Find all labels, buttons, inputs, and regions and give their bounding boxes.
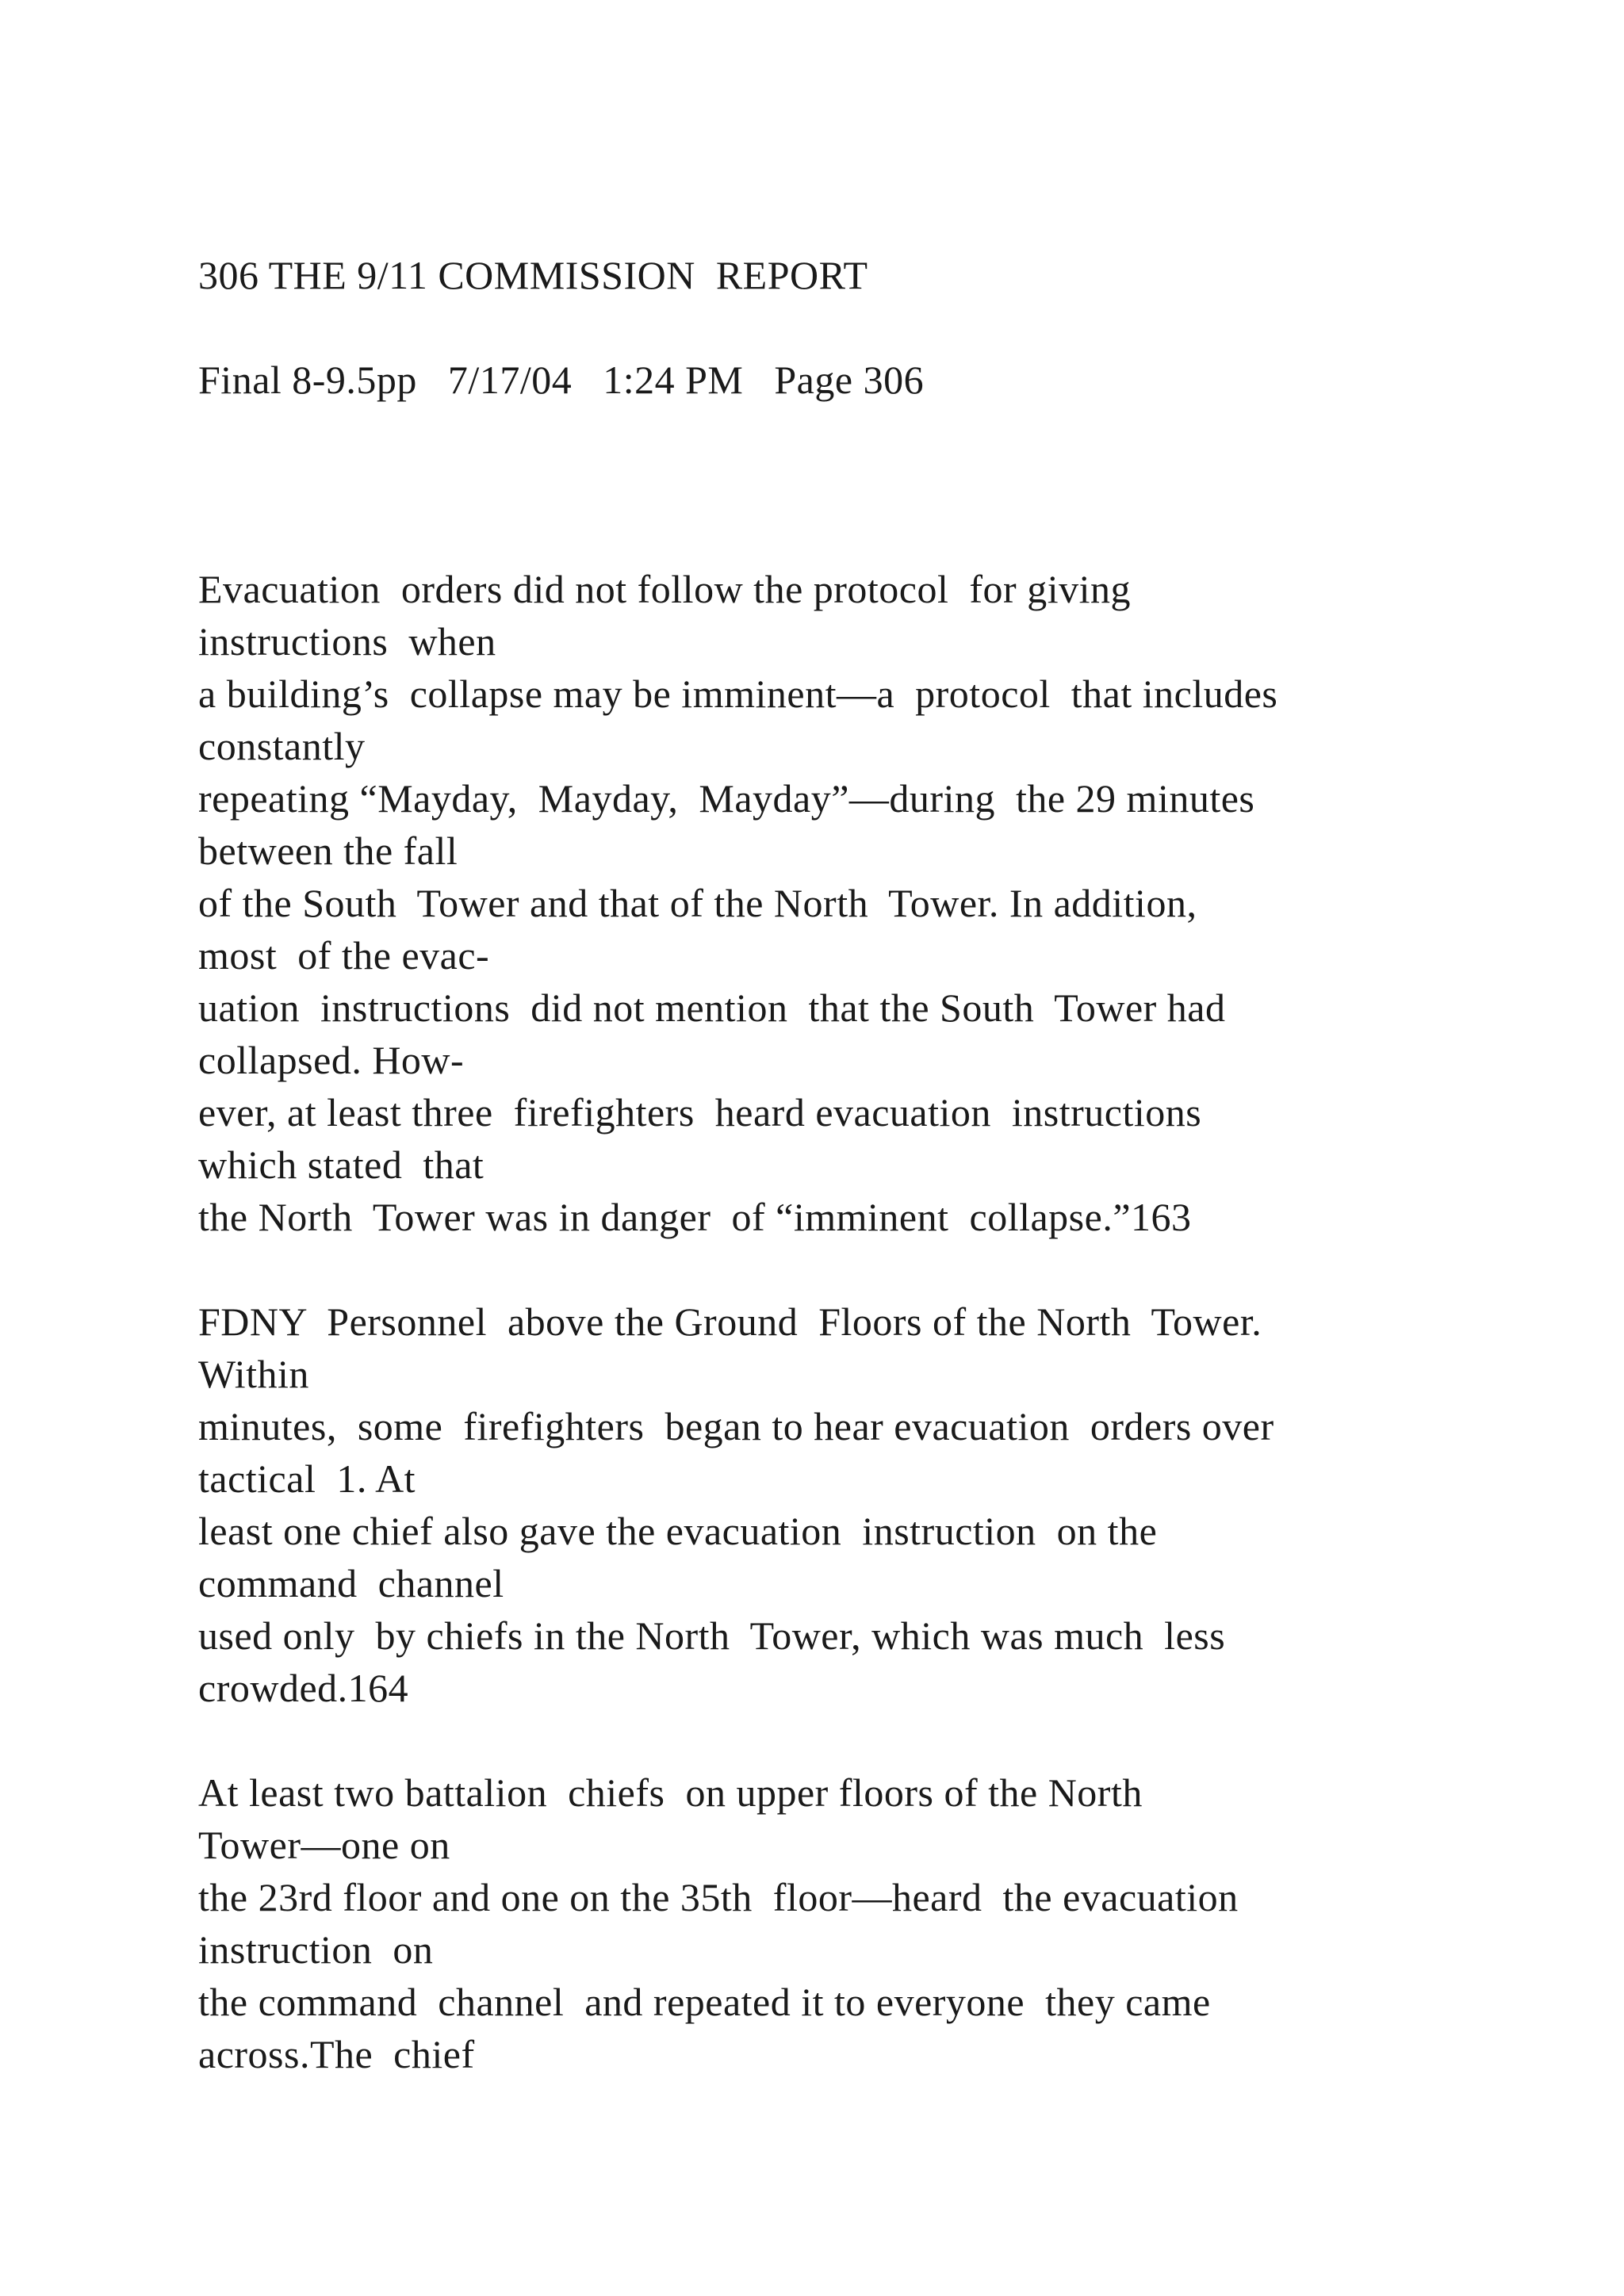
text-line: instruction on [198,1927,434,1972]
text-line: FDNY Personnel above the Ground Floors of the North Tower. [198,1299,1262,1344]
print-slug: Final 8-9.5pp 7/17/04 1:24 PM Page 306 [198,358,925,402]
text-line: minutes, some firefighters began to hear evacuation orders over [198,1404,1274,1448]
text-line: constantly [198,724,366,768]
text-line: Tower—one on [198,1823,450,1867]
text-line: uation instructions did not mention that the South Tower had [198,985,1226,1030]
text-line: of the South Tower and that of the North Tower. In addition, [198,881,1197,925]
text-line: used only by chiefs in the North Tower, which was much less [198,1613,1226,1658]
text-line: ever, at least three firefighters heard evacuation instructions [198,1090,1202,1135]
text-line: the command channel and repeated it to everyone they came [198,1980,1211,2024]
text-line: At least two battalion chiefs on upper floors of the North [198,1770,1143,1815]
text-line: repeating “Mayday, Mayday, Mayday”—during the 29 minutes [198,776,1255,821]
text-line: instructions when [198,619,496,664]
text-line: across.The chief [198,2032,475,2076]
text-line: tactical 1. At [198,1456,416,1501]
text-line: Within [198,1352,309,1396]
text-line: between the fall [198,828,458,873]
running-head: 306 THE 9/11 COMMISSION REPORT [198,253,868,297]
text-line: which stated that [198,1142,485,1187]
text-line: the North Tower was in danger of “imminent collapse.”163 [198,1195,1192,1239]
text-line: Evacuation orders did not follow the protocol for giving [198,567,1131,611]
text-line: command channel [198,1561,504,1605]
text-line: most of the evac- [198,933,490,978]
text-line: least one chief also gave the evacuation instruction on the [198,1509,1158,1553]
text-line: a building’s collapse may be imminent—a protocol that includes [198,672,1278,716]
text-line: crowded.164 [198,1666,409,1710]
text-line: collapsed. How- [198,1038,465,1082]
text-line: the 23rd floor and one on the 35th floor—heard the evacuation [198,1875,1239,1919]
